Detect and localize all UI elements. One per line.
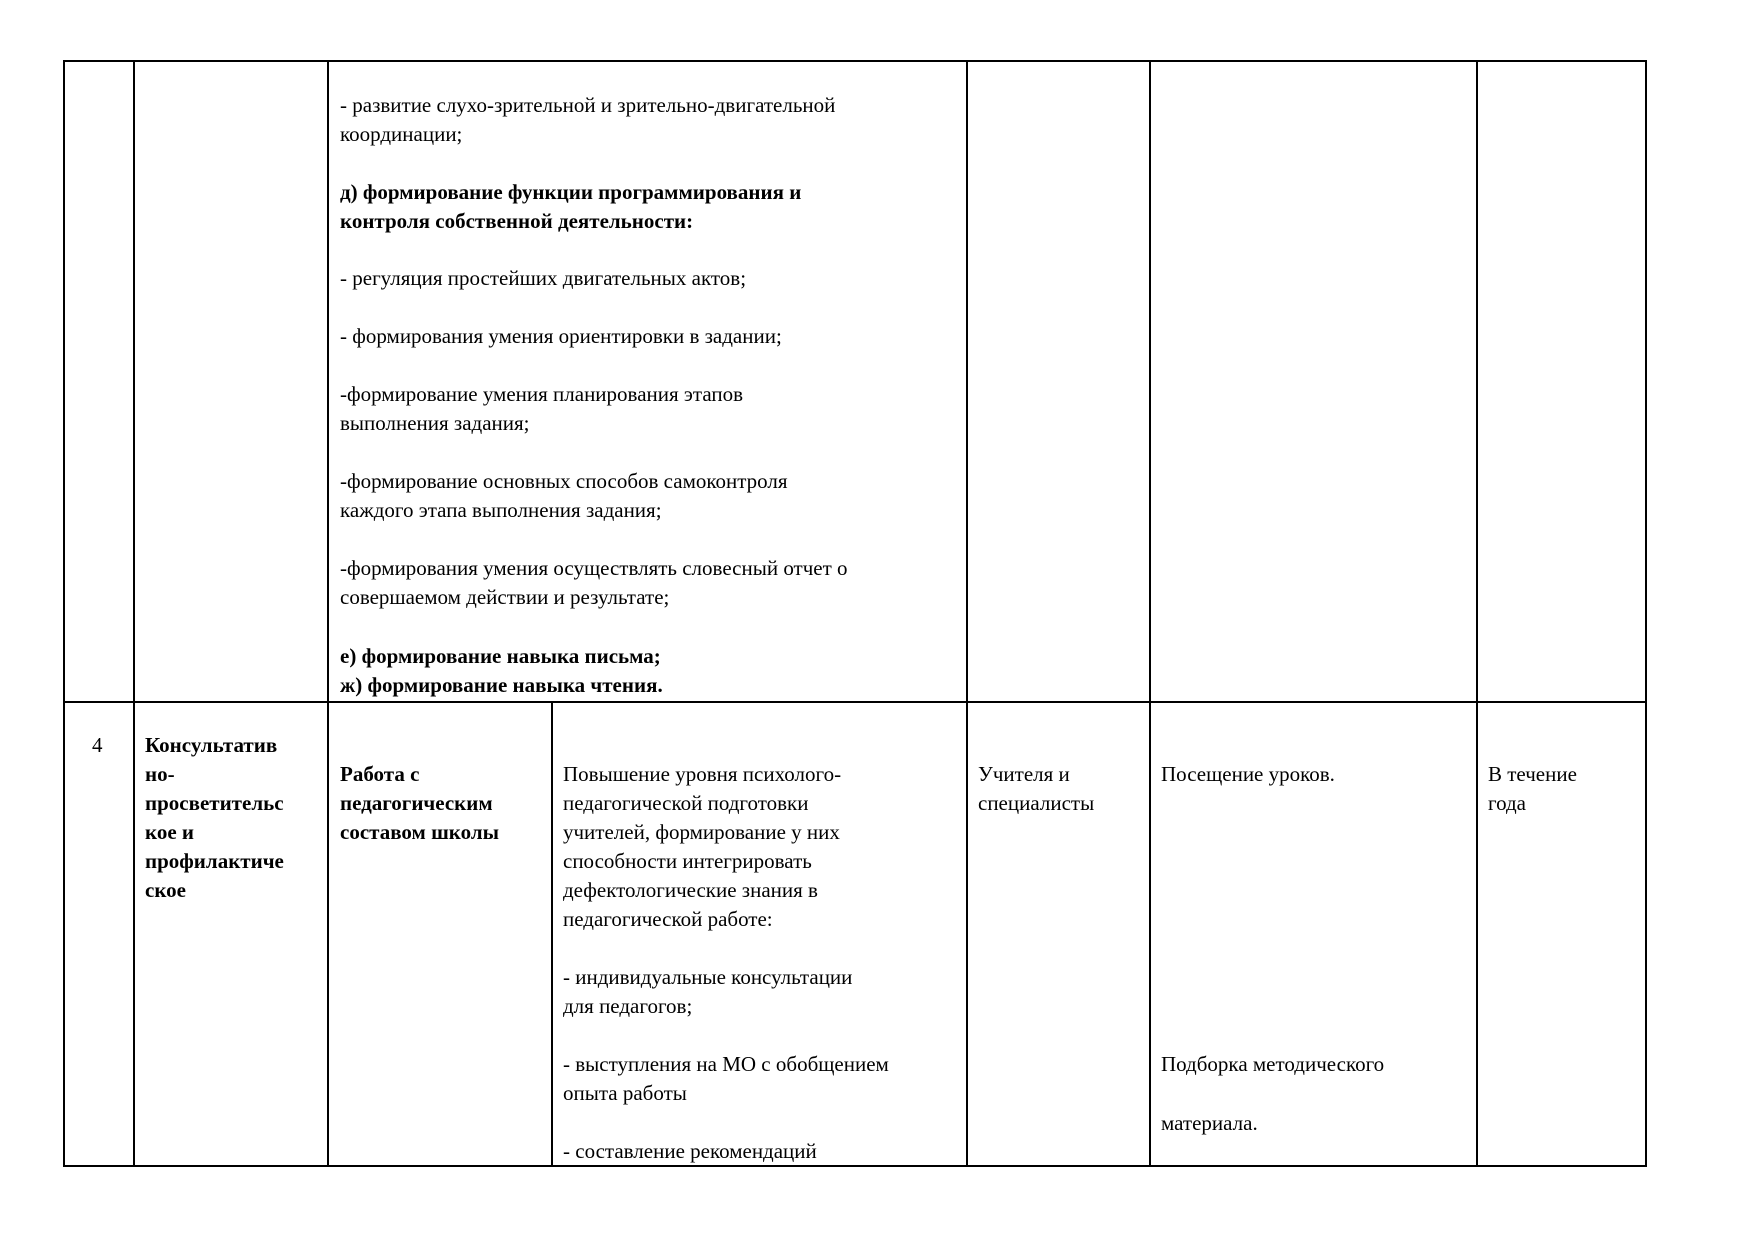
form-label: материала.	[1161, 1111, 1258, 1135]
table-border-right	[1645, 60, 1647, 1167]
direction-label: ское	[145, 878, 186, 902]
content-line: совершаемом действии и результате;	[340, 585, 670, 609]
table-border-bottom	[63, 1165, 1647, 1167]
timing-label: В течение	[1488, 762, 1577, 786]
content-line: каждого этапа выполнения задания;	[340, 498, 662, 522]
content-line: Повышение уровня психолого-	[563, 762, 842, 786]
content-line: учителей, формирование у них	[563, 820, 840, 844]
content-heading: ж) формирование навыка чтения.	[340, 673, 663, 697]
content-heading: е) формирование навыка письма;	[340, 644, 661, 668]
direction-label: просветительс	[145, 791, 284, 815]
work-type-label: Работа с	[340, 762, 420, 786]
direction-label: Консультатив	[145, 733, 278, 757]
content-line: выполнения задания;	[340, 411, 530, 435]
direction-label: кое и	[145, 820, 194, 844]
content-line: -формирование основных способов самоконтроля	[340, 469, 788, 493]
content-line: - составление рекомендаций	[563, 1139, 817, 1163]
content-line: способности интегрировать	[563, 849, 812, 873]
column-divider	[327, 60, 329, 1167]
direction-label: профилактиче	[145, 849, 284, 873]
content-heading: д) формирование функции программирования и	[340, 180, 802, 204]
content-line: -формирования умения осуществлять словесный отчет о	[340, 556, 848, 580]
column-divider	[551, 701, 553, 1167]
table-border-left	[63, 60, 65, 1167]
content-line: координации;	[340, 122, 463, 146]
row-divider	[63, 701, 1647, 703]
work-type-label: педагогическим	[340, 791, 493, 815]
content-line: опыта работы	[563, 1081, 687, 1105]
column-divider	[1476, 60, 1478, 1167]
table-border-top	[63, 60, 1647, 62]
content-line: - развитие слухо-зрительной и зрительно-двигательной	[340, 93, 836, 117]
content-line: -формирование умения планирования этапов	[340, 382, 744, 406]
work-type-label: составом школы	[340, 820, 500, 844]
column-divider	[966, 60, 968, 1167]
direction-label: но-	[145, 762, 175, 786]
column-divider	[133, 60, 135, 1167]
content-line: - формирования умения ориентировки в задании;	[340, 324, 782, 348]
content-heading: контроля собственной деятельности:	[340, 209, 694, 233]
content-line: - выступления на МО с обобщением	[563, 1052, 889, 1076]
timing-label: года	[1488, 791, 1526, 815]
content-line: - индивидуальные консультации	[563, 965, 853, 989]
content-line: - регуляция простейших двигательных актов;	[340, 266, 747, 290]
form-label: Подборка методического	[1161, 1052, 1385, 1076]
participants-label: специалисты	[978, 791, 1095, 815]
content-line: для педагогов;	[563, 994, 693, 1018]
content-line: педагогической работе:	[563, 907, 773, 931]
content-line: дефектологические знания в	[563, 878, 818, 902]
participants-label: Учителя и	[978, 762, 1070, 786]
content-line: педагогической подготовки	[563, 791, 809, 815]
form-label: Посещение уроков.	[1161, 762, 1335, 786]
row-number: 4	[92, 733, 103, 757]
column-divider	[1149, 60, 1151, 1167]
